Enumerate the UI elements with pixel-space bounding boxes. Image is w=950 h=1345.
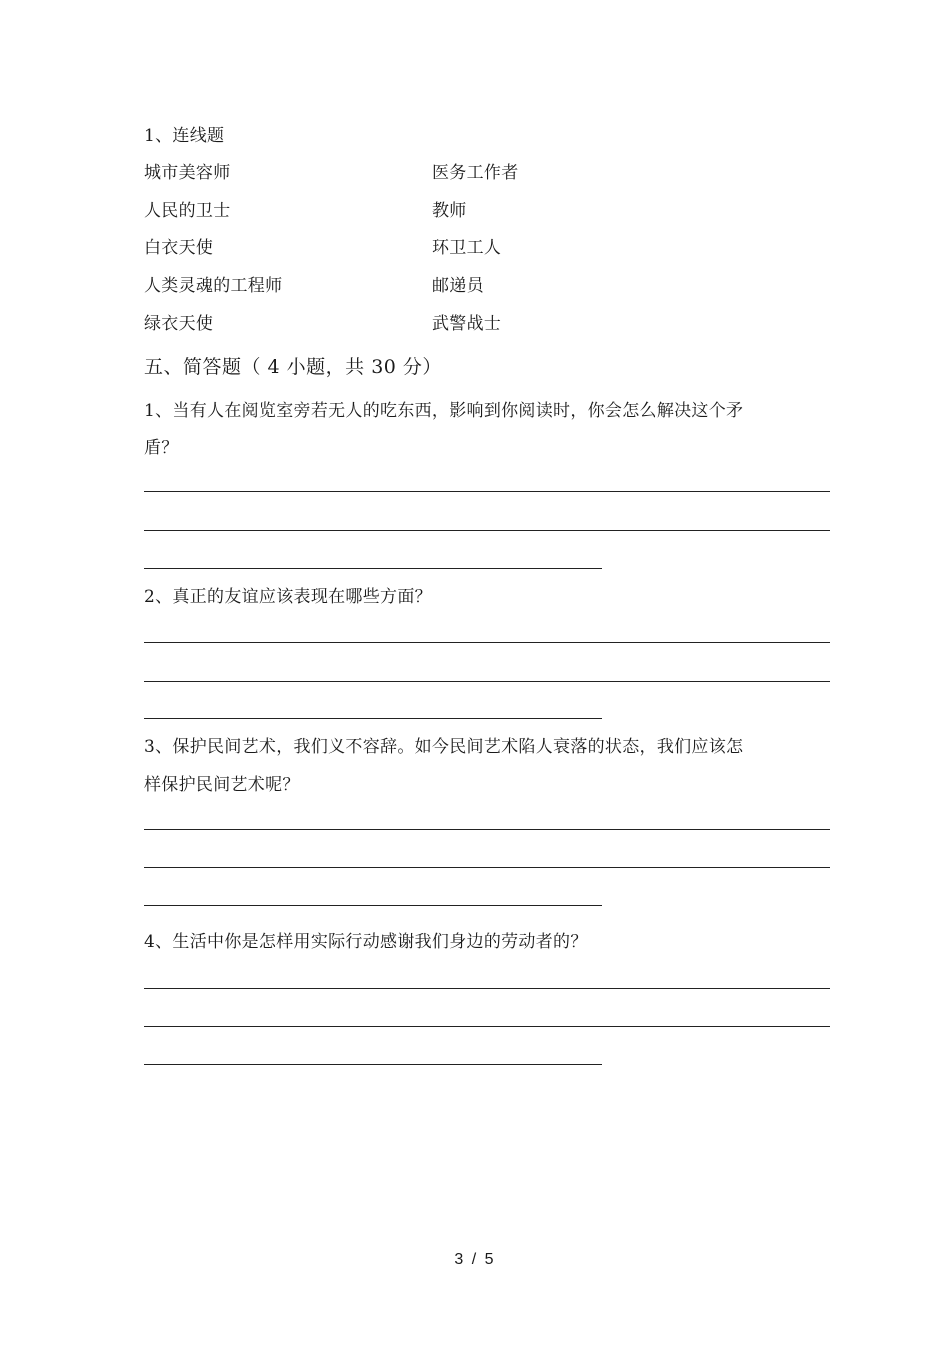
answer-line[interactable] — [144, 867, 830, 868]
match-left-item: 人类灵魂的工程师 — [144, 276, 283, 296]
match-right-item: 环卫工人 — [432, 238, 502, 258]
answer-line[interactable] — [144, 1026, 830, 1027]
answer-line[interactable] — [144, 718, 602, 719]
question-text: 1、当有人在阅览室旁若无人的吃东西，影响到你阅读时，你会怎么解决这个矛 — [144, 401, 744, 421]
matching-heading: 1、连线题 — [144, 126, 225, 146]
answer-line[interactable] — [144, 681, 830, 682]
match-left-item: 白衣天使 — [144, 238, 214, 258]
match-right-item: 邮递员 — [432, 276, 484, 296]
question-text: 4、生活中你是怎样用实际行动感谢我们身边的劳动者的？ — [144, 932, 588, 952]
page-number: 3 / 5 — [454, 1251, 496, 1268]
answer-line[interactable] — [144, 905, 602, 906]
question-text-continued: 盾？ — [144, 438, 179, 458]
answer-line[interactable] — [144, 1064, 602, 1065]
answer-line[interactable] — [144, 829, 830, 830]
answer-line[interactable] — [144, 642, 830, 643]
match-right-item: 教师 — [432, 201, 467, 221]
match-left-item: 绿衣天使 — [144, 314, 214, 334]
answer-line[interactable] — [144, 491, 830, 492]
question-text-continued: 样保护民间艺术呢？ — [144, 775, 300, 795]
question-text: 3、保护民间艺术，我们义不容辞。如今民间艺术陷人衰落的状态，我们应该怎 — [144, 737, 744, 757]
match-left-item: 城市美容师 — [144, 163, 231, 183]
answer-line[interactable] — [144, 568, 602, 569]
question-text: 2、真正的友谊应该表现在哪些方面？ — [144, 587, 432, 607]
match-left-item: 人民的卫士 — [144, 201, 231, 221]
match-right-item: 医务工作者 — [432, 163, 519, 183]
answer-line[interactable] — [144, 530, 830, 531]
answer-line[interactable] — [144, 988, 830, 989]
match-right-item: 武警战士 — [432, 314, 502, 334]
section-title: 五、简答题（ 4 小题，共 30 分） — [144, 356, 442, 378]
